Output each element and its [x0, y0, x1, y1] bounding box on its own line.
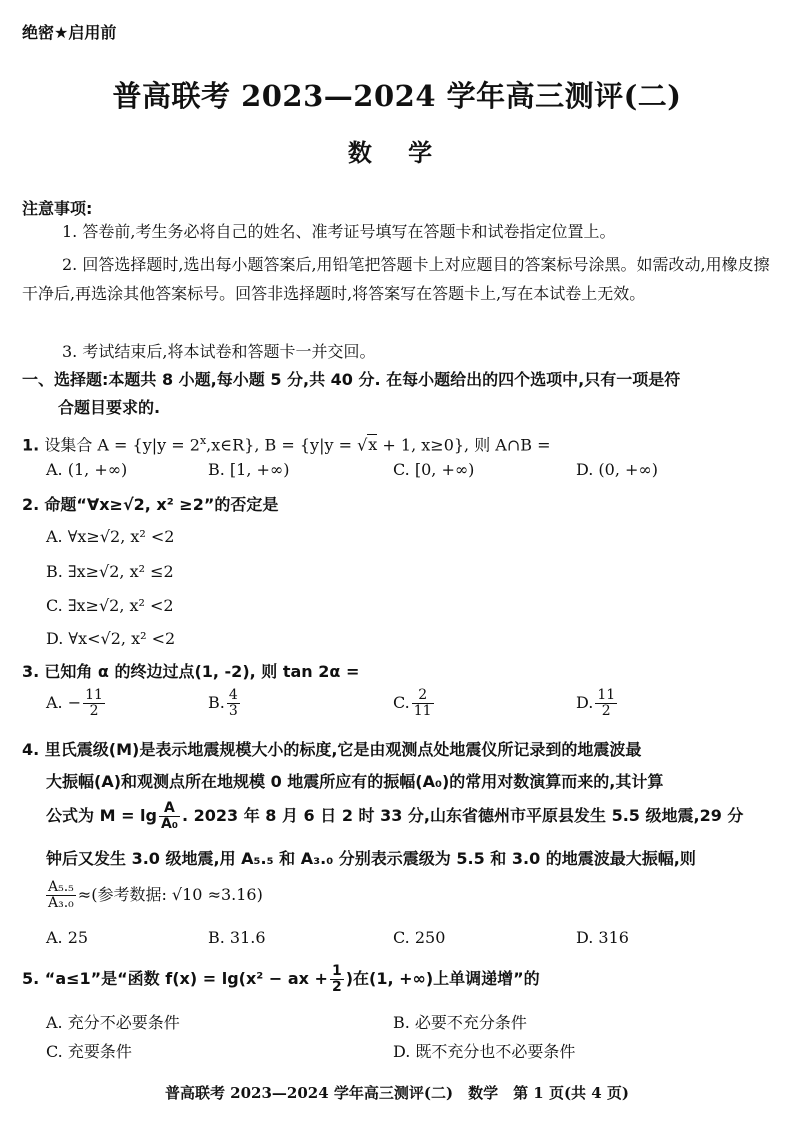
section-heading — [22, 366, 782, 422]
question-text: 公式为 M = lg — [46, 806, 157, 825]
notice-item-2: 2. 回答选择题时,选出每小题答案后,用铅笔把答题卡上对应题目的答案标号涂黑。如需改动,用橡皮擦干净后,再选涂其他答案标号。回答非选择题时,将答案写在答题卡上,写在本试卷上无效。 — [22, 255, 770, 303]
question-2 — [22, 490, 782, 520]
q4-line-2: 大振幅(A)和观测点所在地规模 0 地震所应有的振幅(A₀)的常用对数演算而来的,其计算 — [46, 772, 664, 791]
q2-option-d: D. ∀x<√2, x² <2 — [46, 629, 176, 648]
q4-option-c: C. 250 — [393, 928, 446, 947]
notice-item-1: 1. 答卷前,考生务必将自己的姓名、准考证号填写在答题卡和试卷指定位置上。 — [62, 222, 616, 241]
q4-line-4: 钟后又发生 3.0 级地震,用 A₅.₅ 和 A₃.₀ 分别表示震级为 5.5 和 3.0 的地震波最大振幅,则 — [46, 849, 696, 868]
q3-option-c — [393, 688, 436, 719]
q3-option-b — [208, 688, 242, 719]
q2-option-b: B. ∃x≥√2, x² ≤2 — [46, 562, 174, 581]
subject-title: 数 学 — [347, 138, 447, 167]
fraction — [159, 801, 180, 832]
section-line-2: 合题目要求的. — [58, 398, 161, 417]
option-label: C. — [393, 693, 410, 712]
fraction — [412, 688, 434, 719]
q4-line-1 — [22, 735, 782, 765]
minus-sign: − — [67, 693, 82, 712]
numerator: A₅.₅ — [48, 879, 74, 895]
denominator: 11 — [413, 703, 432, 719]
exam-title: 普高联考 2023—2024 学年高三测评(二) — [112, 79, 682, 113]
question-4 — [22, 735, 782, 765]
q4-option-a: A. 25 — [46, 928, 89, 947]
denominator: 2 — [601, 703, 611, 719]
question-number: 5. — [22, 969, 40, 988]
option-label: D. — [576, 693, 594, 712]
question-text: 设集合 A = {y|y = 2 — [44, 435, 200, 455]
q1-option-d: D. (0, +∞) — [576, 460, 658, 479]
question-text: ,x∈R}, B = {y|y = — [206, 435, 358, 455]
sqrt-symbol: √ — [357, 435, 368, 455]
fraction — [227, 688, 240, 719]
q4-option-d: D. 316 — [576, 928, 629, 947]
notice-heading: 注意事项: — [22, 199, 93, 218]
q2-option-c: C. ∃x≥√2, x² <2 — [46, 596, 174, 615]
fraction — [83, 688, 105, 719]
question-text: “a≤1”是“函数 f(x) = lg(x² − ax + — [44, 969, 328, 988]
question-text: 已知角 α 的终边过点(1, -2), 则 tan 2α = — [44, 662, 360, 681]
numerator: 11 — [85, 687, 103, 703]
question-number: 3. — [22, 662, 40, 681]
question-text: 里氏震级(M)是表示地震规模大小的标度,它是由观测点处地震仪所记录到的地震波最 — [44, 740, 642, 759]
question-text: ≈(参考数据: √10 ≈3.16) — [77, 885, 263, 904]
fraction — [595, 688, 617, 719]
numerator: 4 — [228, 687, 238, 703]
q3-option-d — [576, 688, 619, 719]
numerator: 11 — [597, 687, 616, 703]
question-text: . 2023 年 8 月 6 日 2 时 33 分,山东省德州市平原县发生 5.5 级地震,29 分 — [181, 806, 744, 825]
q1-option-c: C. [0, +∞) — [393, 460, 475, 479]
q1-option-b: B. [1, +∞) — [208, 460, 290, 479]
denominator: 3 — [228, 703, 238, 719]
numerator: 1 — [331, 963, 342, 979]
question-number: 1. — [22, 435, 40, 455]
question-3 — [22, 657, 782, 687]
question-text: + 1, x≥0}, 则 A∩B = — [377, 435, 551, 455]
sqrt-radicand: x — [368, 435, 378, 455]
q4-option-b: B. 31.6 — [208, 928, 266, 947]
question-text: 命题“∀x≥√2, x² ≥2”的否定是 — [44, 495, 279, 514]
denominator: A₀ — [160, 816, 178, 832]
denominator: 2 — [331, 979, 342, 995]
confidential-label: 绝密★启用前 — [22, 23, 117, 42]
question-text: )在(1, +∞)上单调递增”的 — [345, 969, 540, 988]
q5-option-a: A. 充分不必要条件 — [46, 1013, 180, 1032]
q5-option-b: B. 必要不充分条件 — [393, 1013, 527, 1032]
q4-line-3 — [46, 801, 786, 832]
question-number: 2. — [22, 495, 40, 514]
denominator: A₃.₀ — [48, 895, 74, 911]
option-label: B. — [208, 693, 225, 712]
q5-option-c: C. 充要条件 — [46, 1042, 132, 1061]
page-footer: 普高联考 2023—2024 学年高三测评(二) 数学 第 1 页(共 4 页) — [164, 1084, 630, 1102]
q4-line-5 — [44, 880, 784, 911]
q2-option-a: A. ∀x≥√2, x² <2 — [46, 527, 175, 546]
fraction — [330, 964, 344, 995]
q5-option-d: D. 既不充分也不必要条件 — [393, 1042, 576, 1061]
notice-item-3: 3. 考试结束后,将本试卷和答题卡一并交回。 — [62, 342, 376, 361]
question-number: 4. — [22, 740, 40, 759]
q3-option-a — [46, 688, 107, 719]
question-5 — [22, 964, 782, 995]
denominator: 2 — [89, 703, 99, 719]
numerator: 2 — [412, 688, 434, 704]
numerator: A — [159, 801, 180, 817]
option-label: A. — [46, 693, 63, 712]
section-line-1: 一、选择题:本题共 8 小题,每小题 5 分,共 40 分. 在每小题给出的四个选项中,只有一项是符 — [22, 370, 681, 389]
q1-option-a: A. (1, +∞) — [46, 460, 128, 479]
exponent: x — [199, 434, 207, 447]
fraction — [46, 880, 76, 911]
question-1 — [22, 426, 782, 460]
